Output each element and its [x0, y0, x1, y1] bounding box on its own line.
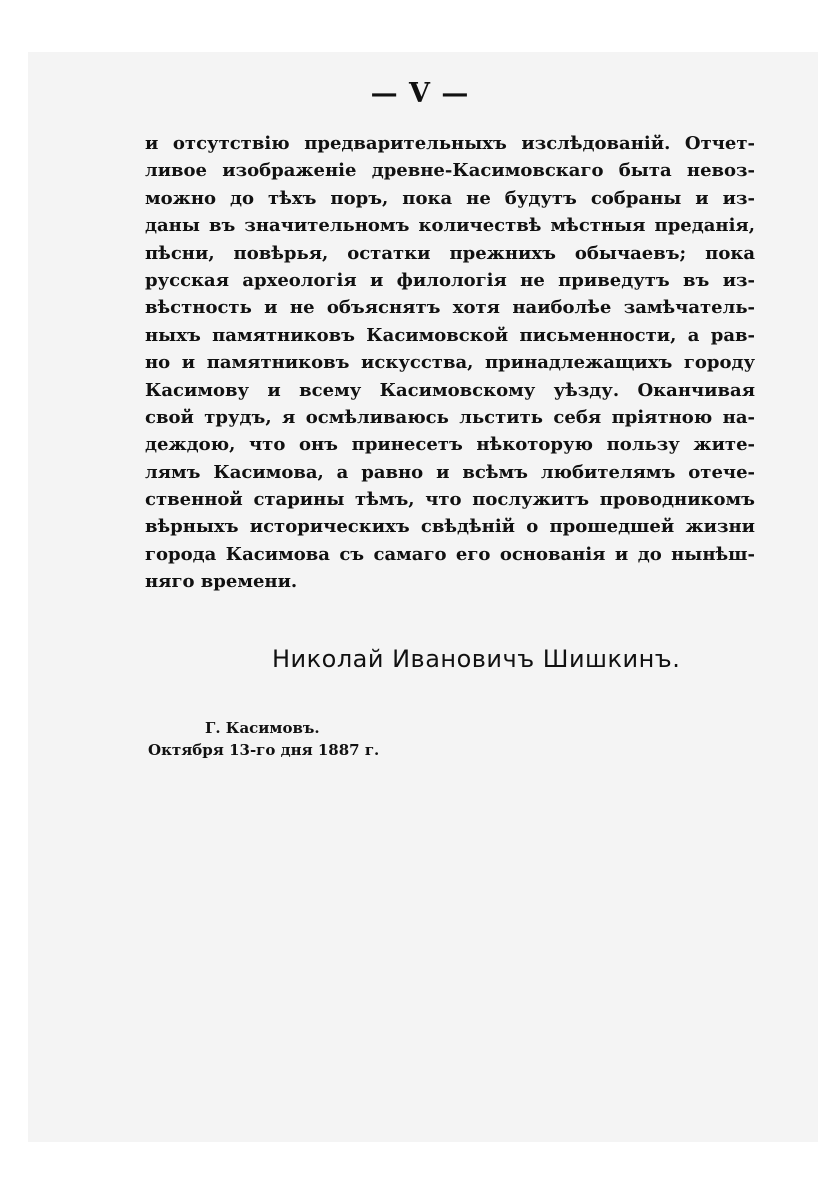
text-line: лямъ Касимова, а равно и всѣмъ любителямъ отече-: [145, 461, 755, 483]
body-text: [145, 130, 755, 596]
text-line: вѣрныхъ историческихъ свѣдѣній о прошедшей жизни: [145, 516, 755, 538]
text-line: ливое изображеніе древне-Касимовскаго быта невоз-: [145, 160, 755, 182]
text-line: можно до тѣхъ поръ, пока не будутъ собраны и из-: [145, 187, 755, 209]
text-line: няго времени.: [145, 571, 298, 593]
text-line: русская археологія и филологія не приведутъ въ из-: [145, 269, 755, 291]
text-line: деждою, что онъ принесетъ нѣкоторую пользу жите-: [145, 434, 755, 456]
place-line: Г. Касимовъ.: [205, 719, 320, 737]
page-number: — V —: [370, 78, 470, 109]
text-line: Касимову и всему Касимовскому уѣзду. Оканчивая: [145, 379, 755, 401]
text-line: но и памятниковъ искусства, принадлежащихъ городу: [145, 352, 755, 374]
text-line: свой трудъ, я осмѣливаюсь льстить себя пріятною на-: [145, 406, 755, 428]
text-line: и отсутствію предварительныхъ изслѣдованій. Отчет-: [145, 133, 755, 154]
author-signature: Николай Ивановичъ Шишкинъ.: [272, 645, 681, 673]
text-line: ственной старины тѣмъ, что послужитъ проводникомъ: [145, 489, 755, 511]
text-line: вѣстность и не объяснятъ хотя наиболѣе замѣчатель-: [145, 297, 755, 319]
text-line: ныхъ памятниковъ Касимовской письменности, а рав-: [145, 324, 755, 346]
text-line: города Касимова съ самаго его основанія и до нынѣш-: [145, 543, 755, 565]
text-line: пѣсни, повѣрья, остатки прежнихъ обычаевъ; пока: [145, 242, 755, 264]
date-line: Октября 13-го дня 1887 г.: [148, 741, 380, 759]
text-line: даны въ значительномъ количествѣ мѣстныя преданія,: [145, 215, 755, 237]
